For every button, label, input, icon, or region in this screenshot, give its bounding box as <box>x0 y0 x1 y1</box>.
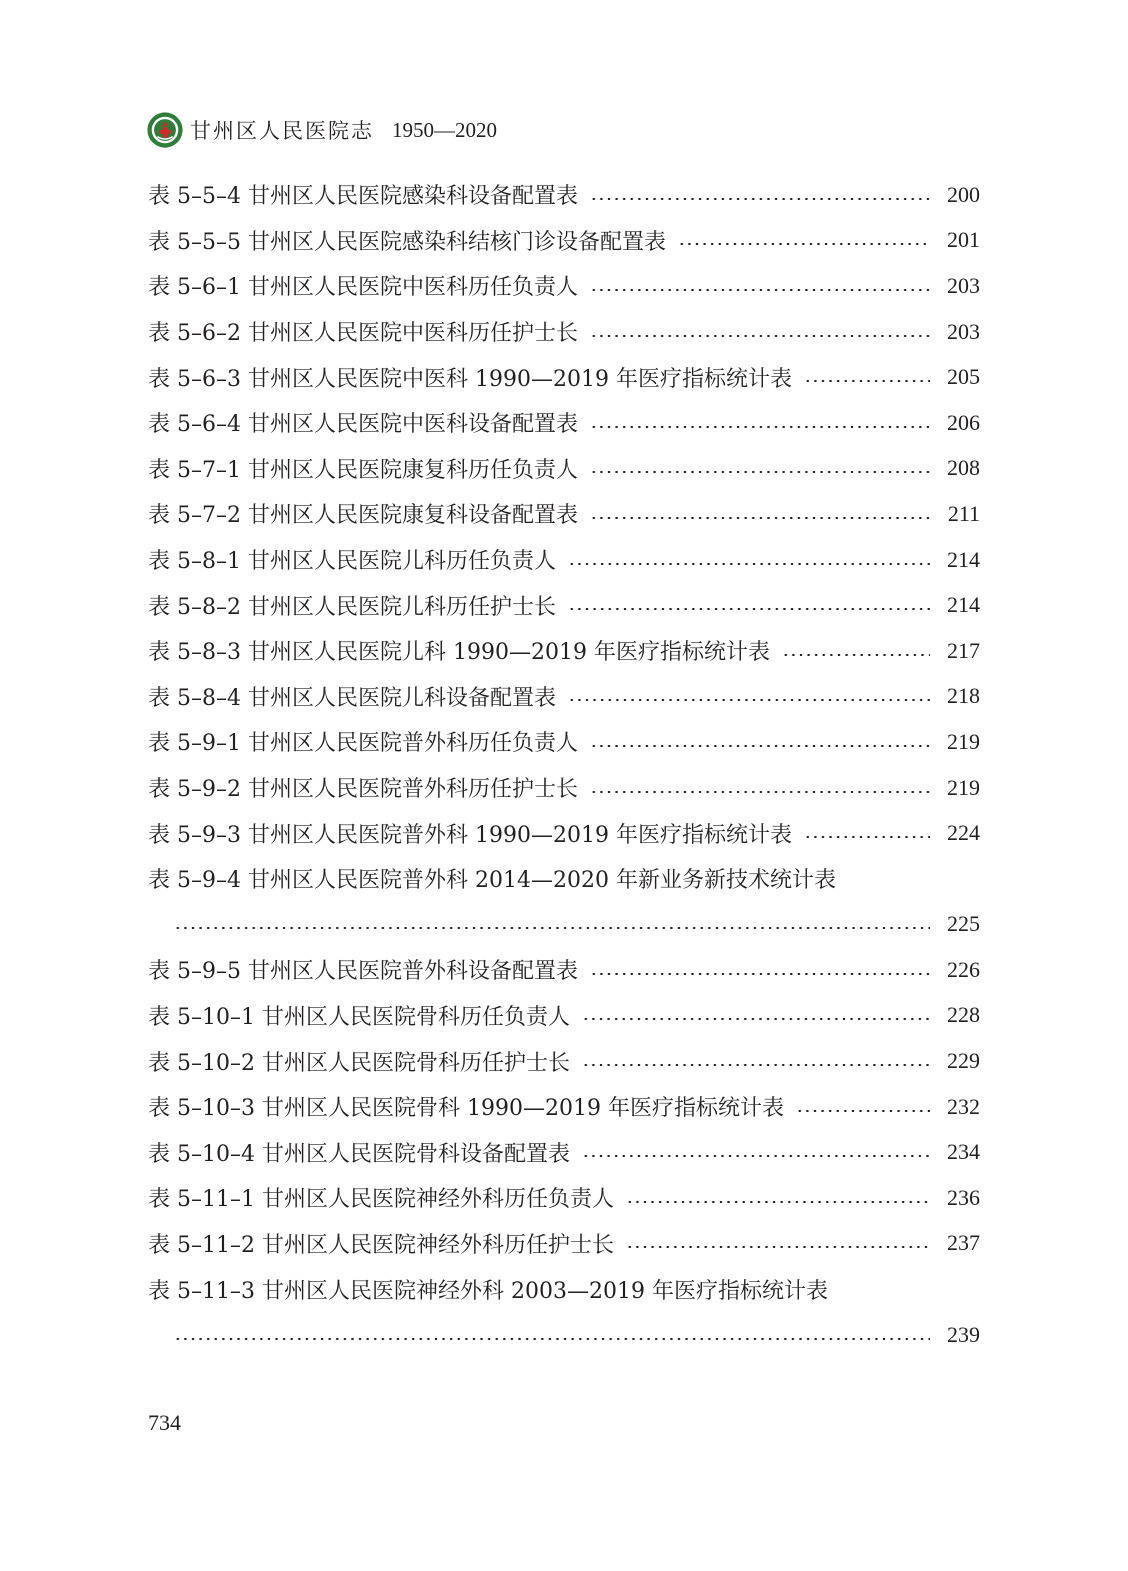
dot-leader <box>678 243 930 245</box>
toc-entry-label: 表 5–9–2 甘州区人民医院普外科历任护士长 <box>148 777 578 803</box>
toc-entry[interactable] <box>148 354 980 400</box>
dot-leader <box>590 289 930 291</box>
toc-entry[interactable] <box>148 400 980 446</box>
toc-entry-page: 226 <box>947 956 980 982</box>
dot-leader <box>582 1155 930 1157</box>
toc-entry-label: 表 5–10–1 甘州区人民医院骨科历任负责人 <box>148 1004 570 1030</box>
dot-leader <box>796 1110 930 1112</box>
toc-entry[interactable] <box>148 582 980 628</box>
toc-entry-label: 表 5–8–1 甘州区人民医院儿科历任负责人 <box>148 549 556 575</box>
toc-entry[interactable] <box>148 1175 980 1221</box>
toc-entry[interactable] <box>148 719 980 765</box>
toc-entry-label: 表 5–10–2 甘州区人民医院骨科历任护士长 <box>148 1050 570 1076</box>
toc-entry-page: 229 <box>947 1048 980 1074</box>
dot-leader <box>568 608 930 610</box>
hospital-seal-icon <box>146 111 184 149</box>
toc-entry-label: 表 5–10–3 甘州区人民医院骨科 1990—2019 年医疗指标统计表 <box>148 1096 784 1122</box>
toc-entry[interactable] <box>148 218 980 264</box>
dot-leader <box>590 973 930 975</box>
table-of-contents <box>148 172 980 1357</box>
toc-entry[interactable] <box>148 446 980 492</box>
dot-leader <box>174 1338 930 1340</box>
toc-entry[interactable] <box>148 1266 980 1312</box>
toc-entry-label: 表 5–10–4 甘州区人民医院骨科设备配置表 <box>148 1141 570 1167</box>
toc-entry-continuation[interactable] <box>148 902 980 948</box>
toc-entry-label: 表 5–6–3 甘州区人民医院中医科 1990—2019 年医疗指标统计表 <box>148 366 792 392</box>
toc-entry-page: 203 <box>947 318 980 344</box>
toc-entry-page: 234 <box>947 1139 980 1165</box>
toc-entry[interactable] <box>148 674 980 720</box>
toc-entry[interactable] <box>148 537 980 583</box>
dot-leader <box>590 471 930 473</box>
toc-entry[interactable] <box>148 309 980 355</box>
toc-entry-label: 表 5–8–4 甘州区人民医院儿科设备配置表 <box>148 685 556 711</box>
toc-entry[interactable] <box>148 765 980 811</box>
toc-entry-page: 214 <box>947 546 980 572</box>
toc-entry[interactable] <box>148 263 980 309</box>
page-number: 734 <box>148 1410 181 1435</box>
toc-entry[interactable] <box>148 172 980 218</box>
toc-entry-continuation[interactable] <box>148 1312 980 1358</box>
toc-entry[interactable] <box>148 810 980 856</box>
toc-entry-page: 232 <box>947 1093 980 1119</box>
toc-entry[interactable] <box>148 947 980 993</box>
toc-entry-page: 237 <box>947 1230 980 1256</box>
toc-entry[interactable] <box>148 1129 980 1175</box>
toc-entry-page: 217 <box>947 637 980 663</box>
dot-leader <box>626 1201 930 1203</box>
toc-entry-page: 224 <box>947 820 980 846</box>
toc-entry[interactable] <box>148 1221 980 1267</box>
dot-leader <box>590 335 930 337</box>
dot-leader <box>568 563 930 565</box>
toc-entry-label: 表 5–5–5 甘州区人民医院感染科结核门诊设备配置表 <box>148 229 666 255</box>
dot-leader <box>804 836 930 838</box>
toc-entry-label: 表 5–9–4 甘州区人民医院普外科 2014—2020 年新业务新技术统计表 <box>148 868 836 894</box>
running-header <box>146 108 497 152</box>
toc-entry-label: 表 5–11–1 甘州区人民医院神经外科历任负责人 <box>148 1187 614 1213</box>
dot-leader <box>174 927 930 929</box>
dot-leader <box>590 745 930 747</box>
dot-leader <box>590 791 930 793</box>
dot-leader <box>590 517 930 519</box>
toc-entry[interactable] <box>148 1084 980 1130</box>
toc-entry-page: 214 <box>947 592 980 618</box>
running-header-years: 1950—2020 <box>392 117 497 142</box>
dot-leader <box>782 654 930 656</box>
dot-leader <box>590 426 930 428</box>
toc-entry[interactable] <box>148 993 980 1039</box>
toc-entry-page: 211 <box>947 500 980 526</box>
toc-entry-page: 206 <box>947 409 980 435</box>
toc-entry-page: 201 <box>947 227 980 253</box>
toc-entry-page: 219 <box>947 774 980 800</box>
dot-leader <box>582 1064 930 1066</box>
toc-entry-page: 203 <box>947 272 980 298</box>
toc-entry-label: 表 5–7–2 甘州区人民医院康复科设备配置表 <box>148 503 578 529</box>
dot-leader <box>582 1018 930 1020</box>
running-header-title: 甘州区人民医院志 <box>190 119 374 143</box>
dot-leader <box>590 198 930 200</box>
toc-entry[interactable] <box>148 491 980 537</box>
toc-entry-page: 225 <box>947 911 980 937</box>
toc-entry-label: 表 5–8–3 甘州区人民医院儿科 1990—2019 年医疗指标统计表 <box>148 640 770 666</box>
toc-entry-page: 200 <box>947 181 980 207</box>
toc-entry-page: 205 <box>947 364 980 390</box>
toc-entry-page: 236 <box>947 1184 980 1210</box>
dot-leader <box>568 699 930 701</box>
toc-entry-page: 218 <box>947 683 980 709</box>
toc-entry-page: 239 <box>947 1321 980 1347</box>
toc-entry-label: 表 5–5–4 甘州区人民医院感染科设备配置表 <box>148 184 578 210</box>
toc-entry[interactable] <box>148 856 980 902</box>
toc-entry-label: 表 5–9–3 甘州区人民医院普外科 1990—2019 年医疗指标统计表 <box>148 822 792 848</box>
toc-entry-label: 表 5–11–2 甘州区人民医院神经外科历任护士长 <box>148 1232 614 1258</box>
toc-entry-label: 表 5–6–2 甘州区人民医院中医科历任护士长 <box>148 321 578 347</box>
toc-entry-label: 表 5–6–1 甘州区人民医院中医科历任负责人 <box>148 275 578 301</box>
toc-entry[interactable] <box>148 1038 980 1084</box>
dot-leader <box>804 380 930 382</box>
dot-leader <box>626 1246 930 1248</box>
toc-entry[interactable] <box>148 628 980 674</box>
toc-entry-label: 表 5–9–1 甘州区人民医院普外科历任负责人 <box>148 731 578 757</box>
toc-entry-page: 228 <box>947 1002 980 1028</box>
toc-entry-label: 表 5–6–4 甘州区人民医院中医科设备配置表 <box>148 412 578 438</box>
toc-entry-label: 表 5–11–3 甘州区人民医院神经外科 2003—2019 年医疗指标统计表 <box>148 1278 828 1304</box>
toc-entry-label: 表 5–9–5 甘州区人民医院普外科设备配置表 <box>148 959 578 985</box>
toc-entry-label: 表 5–7–1 甘州区人民医院康复科历任负责人 <box>148 457 578 483</box>
toc-entry-page: 208 <box>947 455 980 481</box>
toc-entry-label: 表 5–8–2 甘州区人民医院儿科历任护士长 <box>148 594 556 620</box>
toc-entry-page: 219 <box>947 728 980 754</box>
